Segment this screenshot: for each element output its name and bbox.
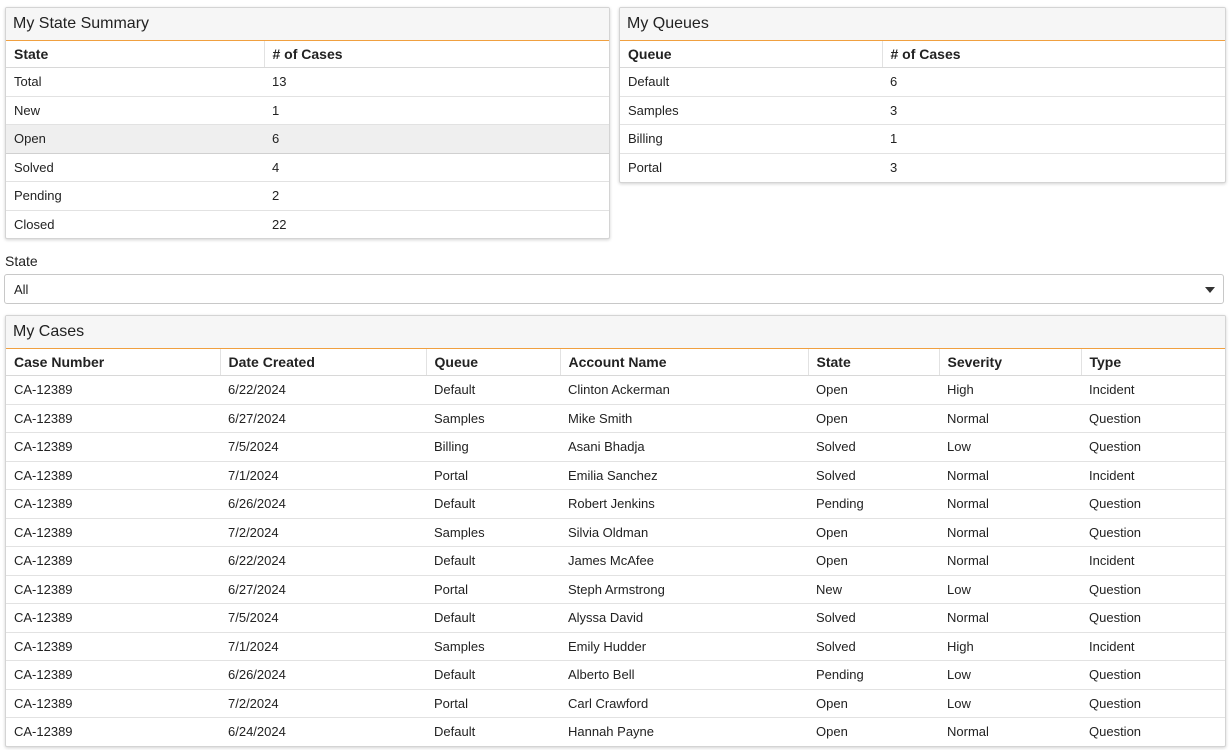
case-cell-date-created: 6/24/2024 [228, 724, 286, 740]
case-cell-state: Pending [808, 490, 939, 519]
case-cell-queue: Samples [426, 632, 560, 661]
case-cell-case-number[interactable]: CA-12389 [6, 518, 220, 547]
case-cell-account-name: Asani Bhadja [560, 433, 808, 462]
case-cell-account-name: James McAfee [560, 547, 808, 576]
queue-name: Billing [620, 125, 882, 154]
case-cell-date-created: 7/5/2024 [220, 604, 426, 633]
column-header-severity[interactable]: Severity [939, 349, 1081, 376]
state-summary-panel [5, 7, 610, 239]
case-cell-type: Question [1081, 490, 1225, 519]
case-cell-severity: Normal [939, 461, 1081, 490]
queue-name: Samples [620, 96, 882, 125]
state-count: 22 [272, 216, 287, 232]
case-row[interactable] [6, 689, 1225, 718]
state-count: 13 [264, 68, 609, 97]
queue-row-samples[interactable] [620, 96, 1225, 125]
case-cell-severity: Normal [939, 490, 1081, 519]
case-cell-type: Question [1081, 518, 1225, 547]
case-cell-case-number[interactable]: CA-12389 [6, 404, 220, 433]
case-cell-type: Question [1081, 689, 1225, 718]
column-header-state[interactable]: State [6, 41, 264, 68]
case-cell-case-number[interactable]: CA-12389 [6, 376, 220, 405]
queue-count: 3 [882, 96, 1225, 125]
case-cell-date-created: 7/5/2024 [220, 433, 426, 462]
queue-name: Portal [628, 159, 662, 175]
my-cases-title: My Cases [6, 316, 1225, 349]
case-cell-case-number[interactable]: CA-12389 [6, 490, 220, 519]
state-name: Open [6, 125, 264, 154]
state-filter-select[interactable] [4, 274, 1224, 304]
case-cell-state: New [808, 575, 939, 604]
case-row[interactable] [6, 547, 1225, 576]
case-cell-type: Incident [1081, 632, 1225, 661]
case-cell-account-name: Carl Crawford [560, 689, 808, 718]
case-cell-queue: Default [426, 547, 560, 576]
queues-table [620, 41, 1225, 181]
case-cell-severity: Normal [947, 724, 989, 740]
case-cell-case-number[interactable]: CA-12389 [6, 604, 220, 633]
case-cell-severity: Normal [939, 547, 1081, 576]
case-cell-queue: Default [426, 376, 560, 405]
queues-header-row [620, 41, 1225, 68]
column-header-case-count[interactable]: # of Cases [882, 41, 1225, 68]
state-name: Total [6, 68, 264, 97]
case-row[interactable] [6, 632, 1225, 661]
case-cell-type: Question [1081, 604, 1225, 633]
case-cell-queue: Default [426, 604, 560, 633]
case-cell-case-number[interactable]: CA-12389 [6, 433, 220, 462]
case-row[interactable] [6, 518, 1225, 547]
state-row-total[interactable] [6, 68, 609, 97]
case-cell-type: Question [1081, 433, 1225, 462]
state-row-pending[interactable] [6, 182, 609, 211]
case-cell-type: Incident [1081, 461, 1225, 490]
state-name: Closed [14, 216, 55, 232]
case-cell-case-number[interactable]: CA-12389 [6, 575, 220, 604]
case-row[interactable] [6, 661, 1225, 690]
column-header-state[interactable]: State [808, 349, 939, 376]
case-cell-state: Pending [808, 661, 939, 690]
case-cell-date-created: 7/2/2024 [220, 689, 426, 718]
queue-name: Default [620, 68, 882, 97]
case-cell-case-number[interactable]: CA-12389 [6, 547, 220, 576]
state-summary-table [6, 41, 609, 238]
case-cell-severity: Normal [939, 604, 1081, 633]
case-cell-severity: Low [939, 575, 1081, 604]
case-cell-date-created: 7/1/2024 [220, 632, 426, 661]
queue-row-default[interactable] [620, 68, 1225, 97]
my-cases-panel [5, 315, 1226, 747]
case-cell-severity: High [939, 632, 1081, 661]
case-row[interactable] [6, 404, 1225, 433]
case-cell-state: Solved [808, 433, 939, 462]
cases-table-body [6, 376, 1225, 746]
case-cell-type: Question [1081, 661, 1225, 690]
case-cell-date-created: 7/2/2024 [220, 518, 426, 547]
case-cell-account-name: Clinton Ackerman [560, 376, 808, 405]
case-cell-state: Solved [808, 604, 939, 633]
case-cell-date-created: 6/27/2024 [220, 404, 426, 433]
case-cell-state: Open [808, 689, 939, 718]
case-cell-date-created: 6/22/2024 [220, 376, 426, 405]
case-cell-severity: Normal [939, 518, 1081, 547]
state-name: Solved [6, 153, 264, 182]
case-cell-queue: Samples [426, 518, 560, 547]
column-header-case-number[interactable]: Case Number [6, 349, 220, 376]
case-cell-type: Question [1081, 404, 1225, 433]
case-cell-state: Open [808, 404, 939, 433]
case-row[interactable] [6, 575, 1225, 604]
queue-count: 1 [882, 125, 1225, 154]
state-row-open[interactable] [6, 125, 609, 154]
case-cell-case-number[interactable]: CA-12389 [6, 661, 220, 690]
case-cell-account-name: Alberto Bell [560, 661, 808, 690]
queue-row-billing[interactable] [620, 125, 1225, 154]
case-cell-account-name: Robert Jenkins [560, 490, 808, 519]
case-cell-account-name: Alyssa David [560, 604, 808, 633]
case-cell-queue: Default [426, 490, 560, 519]
case-cell-account-name: Emily Hudder [560, 632, 808, 661]
case-cell-queue: Billing [426, 433, 560, 462]
case-cell-case-number[interactable]: CA-12389 [14, 724, 73, 740]
case-cell-state: Solved [808, 632, 939, 661]
case-cell-date-created: 6/26/2024 [220, 661, 426, 690]
case-row[interactable] [6, 461, 1225, 490]
column-header-queue[interactable]: Queue [620, 41, 882, 68]
state-name: Pending [6, 182, 264, 211]
case-cell-account-name: Hannah Payne [568, 724, 655, 740]
case-cell-date-created: 6/22/2024 [220, 547, 426, 576]
state-name: New [6, 96, 264, 125]
case-cell-account-name: Silvia Oldman [560, 518, 808, 547]
state-summary-header-row [6, 41, 609, 68]
case-cell-queue: Samples [426, 404, 560, 433]
caret-down-icon[interactable] [1205, 287, 1215, 293]
case-cell-type: Question [1081, 575, 1225, 604]
case-cell-severity: Low [939, 661, 1081, 690]
case-cell-account-name: Emilia Sanchez [560, 461, 808, 490]
state-count: 2 [264, 182, 609, 211]
case-cell-case-number[interactable]: CA-12389 [6, 461, 220, 490]
state-row-new[interactable] [6, 96, 609, 125]
case-cell-severity: High [939, 376, 1081, 405]
state-row-closed[interactable] [6, 210, 609, 238]
case-cell-account-name: Mike Smith [560, 404, 808, 433]
case-cell-type: Incident [1081, 547, 1225, 576]
my-cases-table [6, 349, 1225, 746]
column-header-account-name[interactable]: Account Name [560, 349, 808, 376]
column-header-queue[interactable]: Queue [426, 349, 560, 376]
case-cell-state: Open [808, 547, 939, 576]
case-cell-type: Incident [1081, 376, 1225, 405]
queue-count: 3 [890, 159, 898, 175]
state-summary-title: My State Summary [6, 8, 609, 41]
queue-row-portal[interactable] [620, 153, 1225, 181]
case-cell-date-created: 7/1/2024 [220, 461, 426, 490]
state-row-solved[interactable] [6, 153, 609, 182]
column-header-date-created[interactable]: Date Created [220, 349, 426, 376]
cases-header-row [6, 349, 1225, 376]
queues-panel [619, 7, 1226, 183]
case-cell-queue: Portal [426, 575, 560, 604]
case-cell-case-number[interactable]: CA-12389 [6, 689, 220, 718]
case-cell-state: Open [816, 724, 848, 740]
case-row[interactable] [6, 604, 1225, 633]
case-cell-severity: Normal [939, 404, 1081, 433]
case-row[interactable] [6, 376, 1225, 405]
case-row[interactable] [6, 718, 1225, 746]
queue-count: 6 [882, 68, 1225, 97]
state-filter-label: State [5, 253, 38, 269]
case-row[interactable] [6, 433, 1225, 462]
case-cell-queue: Portal [426, 461, 560, 490]
case-cell-state: Open [808, 376, 939, 405]
state-count: 6 [264, 125, 609, 154]
case-cell-queue: Default [426, 661, 560, 690]
case-cell-case-number[interactable]: CA-12389 [6, 632, 220, 661]
column-header-case-count[interactable]: # of Cases [264, 41, 609, 68]
state-count: 1 [264, 96, 609, 125]
case-cell-severity: Low [939, 433, 1081, 462]
case-row[interactable] [6, 490, 1225, 519]
case-cell-severity: Low [939, 689, 1081, 718]
state-count: 4 [264, 153, 609, 182]
case-cell-state: Solved [808, 461, 939, 490]
case-cell-queue: Default [434, 724, 476, 740]
column-header-type[interactable]: Type [1081, 349, 1225, 376]
case-cell-date-created: 6/26/2024 [220, 490, 426, 519]
queues-title: My Queues [620, 8, 1225, 41]
case-cell-account-name: Steph Armstrong [560, 575, 808, 604]
state-filter-value: All [14, 282, 29, 297]
case-cell-type: Question [1089, 724, 1142, 740]
case-cell-state: Open [808, 518, 939, 547]
case-cell-date-created: 6/27/2024 [220, 575, 426, 604]
case-cell-queue: Portal [426, 689, 560, 718]
